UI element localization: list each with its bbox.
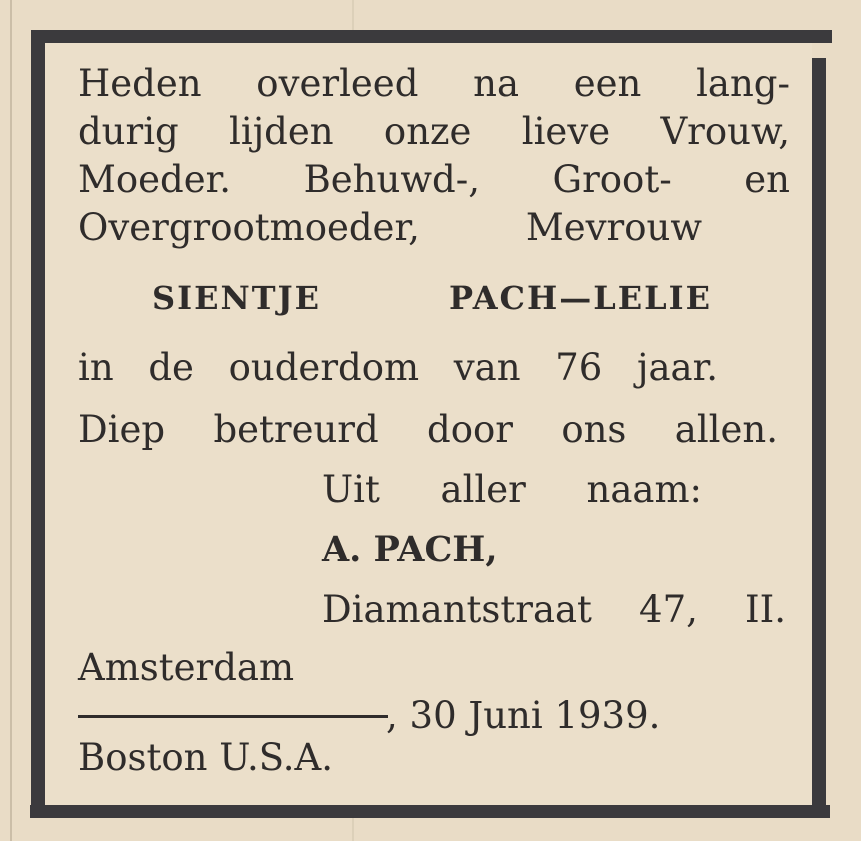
notice-text-line-3: Moeder. Behuwd-, Groot- en [78, 158, 790, 201]
mourning-line: Diep betreurd door ons allen. [78, 408, 778, 451]
frame-top-border [37, 30, 832, 43]
age-line: in de ouderdom van 76 jaar. [78, 346, 718, 389]
place-separator-rule [78, 715, 388, 718]
frame-right-border [812, 58, 826, 810]
notice-text-line-2: durig lijden onze lieve Vrouw, [78, 110, 790, 153]
date-line: , 30 Juni 1939. [386, 694, 661, 737]
city-line: Amsterdam [78, 646, 295, 689]
notice-text-line-4: Overgrootmoeder, Mevrouw [78, 206, 702, 249]
deceased-name: SIENTJE PACH—LELIE [152, 279, 712, 317]
on-behalf-line: Uit aller naam: [322, 468, 702, 511]
frame-bottom-border [30, 805, 830, 818]
notice-text-line-1: Heden overleed na een lang- [78, 62, 790, 105]
signer-name: A. PACH, [322, 529, 498, 570]
second-city-line: Boston U.S.A. [78, 736, 334, 779]
frame-left-border [31, 30, 45, 818]
column-rule-left [10, 0, 12, 841]
address-line: Diamantstraat 47, II. [322, 588, 786, 631]
